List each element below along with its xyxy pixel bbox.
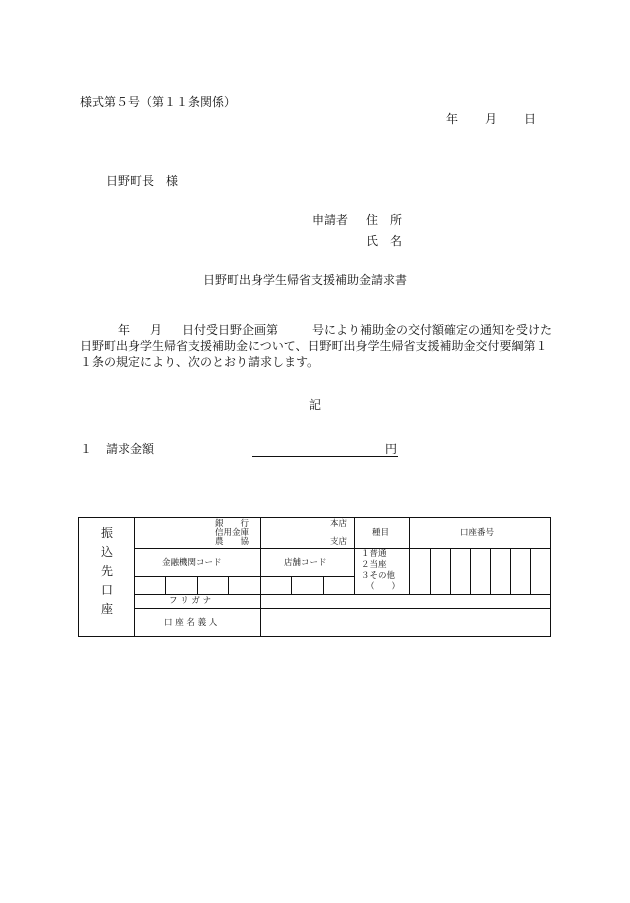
header-char: 座: [100, 602, 113, 616]
body-day-ref: 日付受日野企画第: [182, 323, 279, 337]
divider: [228, 576, 229, 594]
applicant-label: 申請者: [312, 213, 349, 227]
account-type-label: 種目: [372, 528, 390, 538]
date-year: 年: [446, 112, 459, 126]
furigana-field[interactable]: [261, 595, 550, 608]
amount-input-line[interactable]: [252, 456, 398, 457]
divider: [134, 576, 354, 577]
bank-type-nokyo: 農 協: [215, 537, 250, 547]
body-rest: 号により補助金の交付額確定の通知を受けた日野町出身学生帰省支援補助金について、日野町出身学生帰省支援補助金交付要綱第１１条の規定により、次のとおり請求します。: [80, 323, 553, 369]
date-day: 日: [524, 112, 537, 126]
branch-honten: 本店: [330, 519, 348, 529]
bank-transfer-table: [78, 517, 551, 637]
body-month: 月: [150, 323, 163, 337]
divider: [530, 548, 531, 594]
divider: [470, 548, 471, 594]
divider: [197, 576, 198, 594]
account-type-toza: ２当座: [361, 560, 387, 570]
account-type-futsu: １普通: [361, 549, 387, 559]
account-holder-field[interactable]: [261, 609, 550, 636]
date-month: 月: [485, 112, 498, 126]
account-type-other-paren: （ ）: [366, 582, 401, 592]
addressee: 日野町長 様: [106, 174, 179, 188]
branch-code-label: 店舗コード: [284, 558, 327, 568]
divider: [165, 576, 166, 594]
furigana-label: フ リ ガ ナ: [169, 596, 212, 606]
divider: [490, 548, 491, 594]
ki-heading: 記: [309, 398, 322, 412]
divider: [409, 518, 410, 594]
divider: [323, 576, 324, 594]
header-char: 振: [100, 526, 113, 540]
divider: [450, 548, 451, 594]
header-char: 先: [100, 564, 113, 578]
divider: [550, 548, 551, 594]
account-number-label: 口座番号: [460, 528, 495, 538]
bank-type-ginko: 銀 行: [215, 519, 250, 529]
item-label: 請求金額: [106, 442, 155, 456]
header-char: 込: [100, 545, 113, 559]
divider: [510, 548, 511, 594]
document-title: 日野町出身学生帰省支援補助金請求書: [203, 273, 408, 287]
item-number: １: [80, 442, 93, 456]
account-holder-label: 口 座 名 義 人: [164, 618, 218, 628]
yen-unit: 円: [385, 442, 398, 456]
divider: [134, 548, 550, 549]
header-char: 口: [100, 583, 113, 597]
divider: [430, 548, 431, 594]
body-year: 年: [118, 323, 131, 337]
divider: [291, 576, 292, 594]
branch-shiten: 支店: [330, 537, 348, 547]
account-type-other: ３その他: [361, 571, 396, 581]
applicant-address-label: 住 所: [366, 213, 403, 227]
request-body: [80, 322, 556, 370]
divider: [354, 518, 355, 594]
form-number: 様式第５号（第１１条関係）: [80, 95, 237, 109]
bank-type-shinkin: 信用金庫: [215, 528, 250, 538]
applicant-name-label: 氏 名: [366, 234, 403, 248]
bank-code-label: 金融機関コード: [162, 558, 222, 568]
